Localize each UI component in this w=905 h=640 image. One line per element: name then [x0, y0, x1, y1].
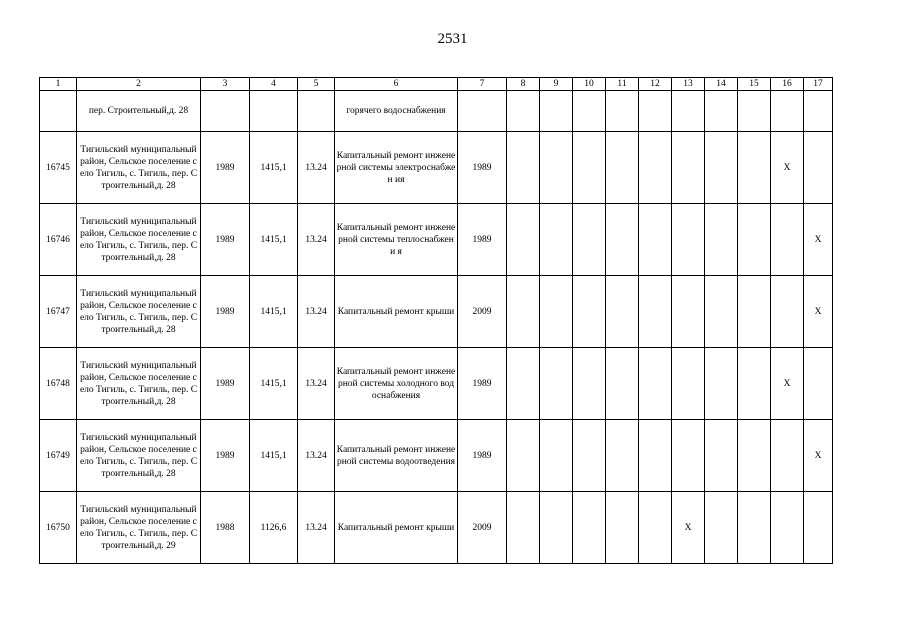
mark-cell: [639, 91, 672, 132]
work-type-cell: Капитальный ремонт инженерной системы электроснабжен ия: [335, 132, 458, 204]
mark-cell: [738, 91, 771, 132]
column-number: 7: [458, 78, 507, 91]
table-row: [40, 348, 833, 420]
table-row: [40, 492, 833, 564]
mark-cell: [771, 492, 804, 564]
work-type-cell: Капитальный ремонт инженерной системы холодного водоснабжения: [335, 348, 458, 420]
mark-cell: [639, 204, 672, 276]
page-number: 2531: [437, 31, 468, 47]
column-number: 11: [606, 78, 639, 91]
mark-cell: [573, 204, 606, 276]
mark-cell: [540, 492, 573, 564]
area-cell: 1126,6: [250, 492, 298, 564]
address-cell: Тигильский муниципальный район, Сельское поселение село Тигиль, с. Тигиль, пер. Строительный,д. 28: [77, 276, 201, 348]
area-cell: 1415,1: [250, 348, 298, 420]
column-number: 16: [771, 78, 804, 91]
mark-cell: [573, 132, 606, 204]
mark-cell: [507, 91, 540, 132]
mark-cell: X: [771, 132, 804, 204]
header-row: [40, 78, 833, 91]
address-cell: пер. Строительный,д. 28: [77, 91, 201, 132]
mark-cell: [573, 348, 606, 420]
column-number: 12: [639, 78, 672, 91]
mark-cell: [771, 204, 804, 276]
id-cell: 16748: [40, 348, 77, 420]
address-cell: Тигильский муниципальный район, Сельское поселение село Тигиль, с. Тигиль, пер. Строительный,д. 28: [77, 132, 201, 204]
mark-cell: [639, 420, 672, 492]
area-cell: 1415,1: [250, 420, 298, 492]
mark-cell: [771, 91, 804, 132]
work-type-cell: Капитальный ремонт инженерной системы водоотведения: [335, 420, 458, 492]
mark-cell: [705, 492, 738, 564]
mark-cell: [507, 348, 540, 420]
table-row: [40, 276, 833, 348]
mark-cell: [738, 276, 771, 348]
year-cell: 1989: [458, 132, 507, 204]
mark-cell: [606, 420, 639, 492]
mark-cell: [672, 420, 705, 492]
mark-cell: [540, 132, 573, 204]
mark-cell: [507, 204, 540, 276]
mark-cell: X: [804, 420, 833, 492]
mark-cell: [705, 132, 738, 204]
mark-cell: [738, 420, 771, 492]
work-type-cell: Капитальный ремонт крыши: [335, 492, 458, 564]
mark-cell: [573, 492, 606, 564]
id-cell: 16747: [40, 276, 77, 348]
column-number: 15: [738, 78, 771, 91]
mark-cell: [771, 420, 804, 492]
mark-cell: [672, 132, 705, 204]
mark-cell: [738, 348, 771, 420]
id-cell: 16750: [40, 492, 77, 564]
mark-cell: [573, 91, 606, 132]
mark-cell: [705, 276, 738, 348]
mark-cell: [705, 348, 738, 420]
mark-cell: [606, 492, 639, 564]
table-row: [40, 132, 833, 204]
year-cell: 1989: [458, 348, 507, 420]
area-cell: 1415,1: [250, 132, 298, 204]
year-built-cell: [201, 91, 250, 132]
mark-cell: [672, 204, 705, 276]
column-number: 17: [804, 78, 833, 91]
address-cell: Тигильский муниципальный район, Сельское поселение село Тигиль, с. Тигиль, пер. Строительный,д. 28: [77, 204, 201, 276]
address-cell: Тигильский муниципальный район, Сельское поселение село Тигиль, с. Тигиль, пер. Строительный,д. 29: [77, 492, 201, 564]
mark-cell: [606, 132, 639, 204]
id-cell: [40, 91, 77, 132]
area-cell: [250, 91, 298, 132]
cost-cell: 13.24: [298, 132, 335, 204]
year-cell: 2009: [458, 276, 507, 348]
column-number: 3: [201, 78, 250, 91]
column-number: 4: [250, 78, 298, 91]
id-cell: 16745: [40, 132, 77, 204]
mark-cell: [540, 91, 573, 132]
mark-cell: [639, 492, 672, 564]
year-cell: 1989: [458, 420, 507, 492]
column-number: 5: [298, 78, 335, 91]
mark-cell: [705, 204, 738, 276]
address-cell: Тигильский муниципальный район, Сельское поселение село Тигиль, с. Тигиль, пер. Строительный,д. 28: [77, 348, 201, 420]
area-cell: 1415,1: [250, 276, 298, 348]
mark-cell: [804, 348, 833, 420]
mark-cell: X: [804, 276, 833, 348]
work-type-cell: горячего водоснабжения: [335, 91, 458, 132]
mark-cell: [639, 348, 672, 420]
column-number: 9: [540, 78, 573, 91]
mark-cell: [507, 420, 540, 492]
column-number: 13: [672, 78, 705, 91]
cost-cell: 13.24: [298, 420, 335, 492]
mark-cell: [606, 348, 639, 420]
mark-cell: [738, 132, 771, 204]
work-type-cell: Капитальный ремонт крыши: [335, 276, 458, 348]
mark-cell: [507, 276, 540, 348]
cost-cell: 13.24: [298, 348, 335, 420]
mark-cell: [507, 492, 540, 564]
mark-cell: [540, 420, 573, 492]
address-cell: Тигильский муниципальный район, Сельское поселение село Тигиль, с. Тигиль, пер. Строительный,д. 28: [77, 420, 201, 492]
mark-cell: [606, 276, 639, 348]
mark-cell: [738, 492, 771, 564]
mark-cell: [573, 420, 606, 492]
cost-cell: 13.24: [298, 492, 335, 564]
year-cell: 2009: [458, 492, 507, 564]
mark-cell: X: [804, 204, 833, 276]
mark-cell: [771, 276, 804, 348]
mark-cell: [804, 91, 833, 132]
year-built-cell: 1989: [201, 276, 250, 348]
cost-cell: 13.24: [298, 204, 335, 276]
mark-cell: [540, 276, 573, 348]
work-type-cell: Капитальный ремонт инженерной системы теплоснабжени я: [335, 204, 458, 276]
mark-cell: [705, 420, 738, 492]
area-cell: 1415,1: [250, 204, 298, 276]
mark-cell: [573, 276, 606, 348]
mark-cell: [672, 91, 705, 132]
mark-cell: [804, 492, 833, 564]
mark-cell: X: [771, 348, 804, 420]
column-number: 2: [77, 78, 201, 91]
mark-cell: [804, 132, 833, 204]
column-number: 6: [335, 78, 458, 91]
year-built-cell: 1989: [201, 420, 250, 492]
mark-cell: X: [672, 492, 705, 564]
mark-cell: [705, 91, 738, 132]
mark-cell: [606, 204, 639, 276]
year-cell: [458, 91, 507, 132]
year-built-cell: 1989: [201, 348, 250, 420]
mark-cell: [672, 276, 705, 348]
mark-cell: [738, 204, 771, 276]
id-cell: 16746: [40, 204, 77, 276]
table-row: [40, 420, 833, 492]
mark-cell: [606, 91, 639, 132]
year-built-cell: 1989: [201, 204, 250, 276]
registry-table: [39, 77, 833, 564]
mark-cell: [639, 276, 672, 348]
column-number: 10: [573, 78, 606, 91]
table-row: [40, 204, 833, 276]
cost-cell: 13.24: [298, 276, 335, 348]
mark-cell: [672, 348, 705, 420]
year-built-cell: 1988: [201, 492, 250, 564]
mark-cell: [507, 132, 540, 204]
continuation-row: [40, 91, 833, 132]
cost-cell: [298, 91, 335, 132]
mark-cell: [639, 132, 672, 204]
column-number: 8: [507, 78, 540, 91]
mark-cell: [540, 204, 573, 276]
id-cell: 16749: [40, 420, 77, 492]
mark-cell: [540, 348, 573, 420]
column-number: 1: [40, 78, 77, 91]
column-number: 14: [705, 78, 738, 91]
year-cell: 1989: [458, 204, 507, 276]
year-built-cell: 1989: [201, 132, 250, 204]
